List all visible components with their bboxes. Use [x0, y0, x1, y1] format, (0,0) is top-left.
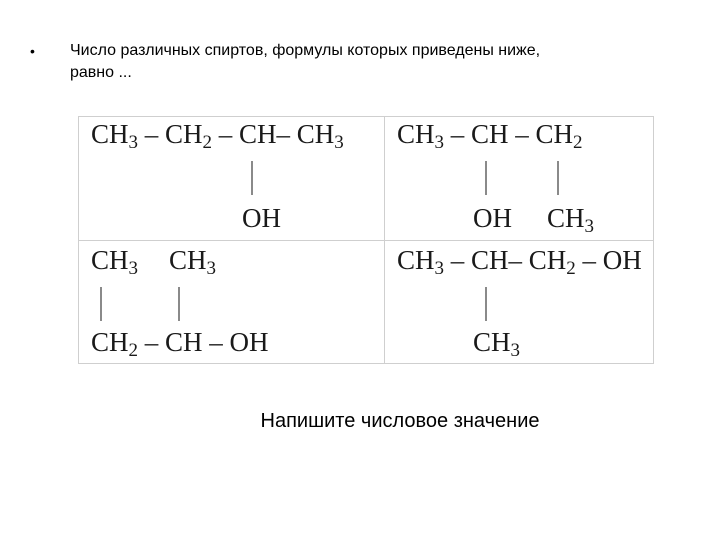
formula-grid	[78, 116, 654, 364]
formula-2	[385, 117, 655, 240]
formula-3-bond-1	[100, 287, 102, 321]
formula-1-main-chain: $CH_3 - CH_2 - CH-$ $CH_3$	[91, 119, 344, 153]
formula-3-bottom-chain: $CH_2$ – CH – OH	[91, 327, 269, 361]
question-text-line-1: Число различных спиртов, формулы которых приведены ниже,	[70, 42, 541, 59]
bullet: •	[30, 43, 35, 59]
formula-2-bond-2	[557, 161, 559, 195]
formula-2-branch-2: $CH_3$	[547, 203, 595, 237]
formula-3-top-right: $CH_3$	[169, 245, 217, 279]
question-text	[70, 40, 660, 84]
formula-2-branch-1: OH	[473, 203, 512, 233]
formula-4-branch: $CH_3$	[473, 327, 521, 361]
instruction-text: Напишите числовое значение	[260, 410, 540, 432]
formula-4-bond	[485, 287, 487, 321]
question-text-line-2: равно ...	[70, 64, 132, 81]
formula-4	[385, 241, 655, 363]
formula-2-bond-1	[485, 161, 487, 195]
formula-2-main-chain: $CH_3$ – CH – $CH_2$	[397, 119, 583, 153]
formula-3	[79, 241, 384, 363]
formula-1-bond	[251, 161, 253, 195]
formula-1-branch: OH	[242, 203, 281, 233]
formula-3-bond-2	[178, 287, 180, 321]
formula-4-main-chain: $CH_3 - CH-$ $CH_2$ – OH	[397, 245, 642, 279]
formula-3-top-left: $CH_3$	[91, 245, 139, 279]
formula-1	[79, 117, 384, 240]
